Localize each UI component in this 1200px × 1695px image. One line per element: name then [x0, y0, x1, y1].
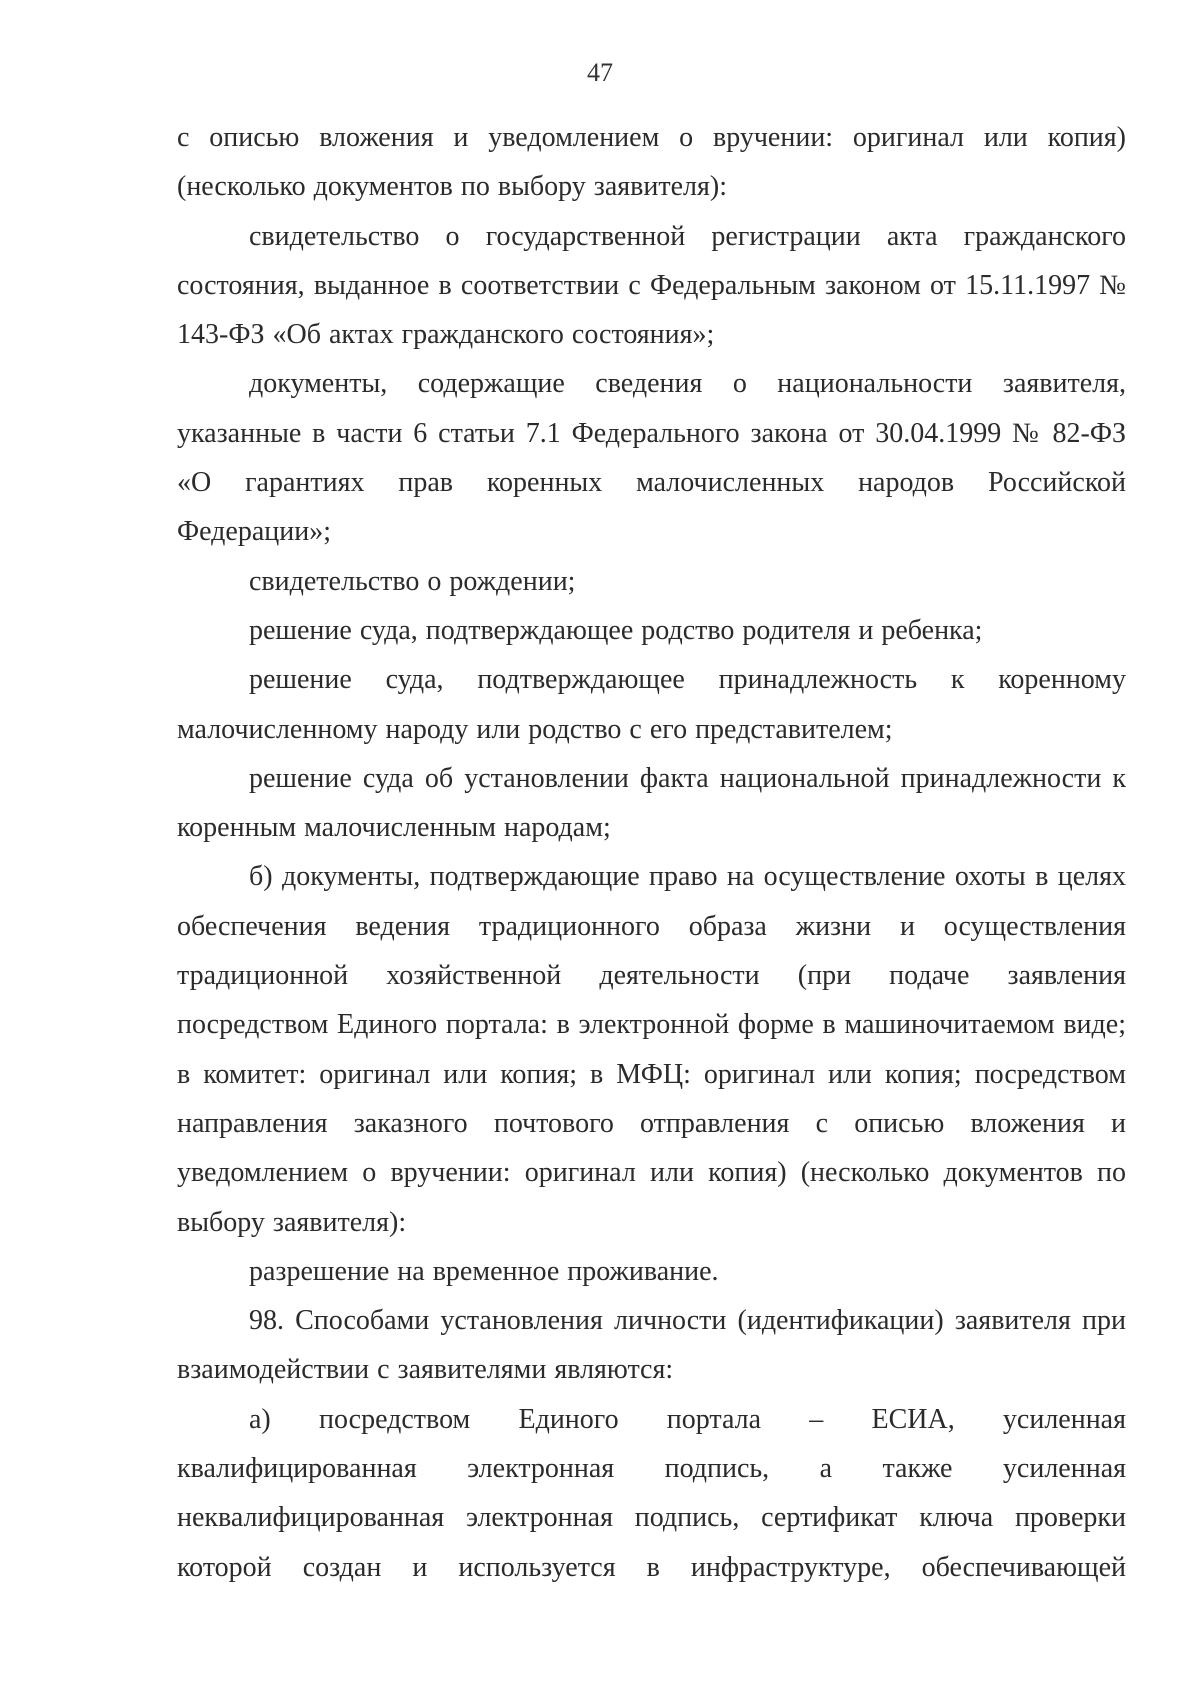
paragraph: свидетельство о государственной регистрации акта гражданского состояния, выданное в соответствии с Федеральным законом от 15.11.1997 № 143-ФЗ «Об актах гражданского состояния»; [177, 220, 1126, 351]
paragraph: свидетельство о рождении; [249, 565, 576, 597]
paragraph: решение суда, подтверждающее принадлежность к коренному малочисленному народу или родство с его представителем; [177, 664, 1126, 745]
paragraph: 98. Способами установления личности (идентификации) заявителя при взаимодействии с заявителями являются: [177, 1305, 1126, 1386]
document-body [177, 113, 1126, 1592]
paragraph: а) посредством Единого портала – ЕСИА, усиленная квалифицированная электронная подпись, а также усиленная неквалифицированная электронная подпись, сертификат ключа проверки которой создан и используется в инфраструктуре, обеспечивающей [177, 1403, 1126, 1583]
paragraph: с описью вложения и уведомлением о вручении: оригинал или копия) (несколько документов по выбору заявителя): [177, 122, 1126, 203]
page-number: 47 [587, 58, 613, 87]
paragraph: документы, содержащие сведения о национальности заявителя, указанные в части 6 статьи 7.1 Федерального закона от 30.04.1999 № 82-ФЗ «О гарантиях прав коренных малочисленных народов Российской Федерации»; [177, 368, 1126, 548]
paragraph: решение суда об установлении факта национальной принадлежности к коренным малочисленным народам; [177, 762, 1126, 844]
paragraph: б) документы, подтверждающие право на осуществление охоты в целях обеспечения ведения традиционного образа жизни и осуществления традиционной хозяйственной деятельности (при подаче заявления посредством Единого портала: в электронной форме в машиночитаемом виде; в комитет: оригинал или копия; в МФЦ: оригинал или копия; посредством направления заказного почтового отправления с описью вложения и уведомлением о вручении: оригинал или копия) (несколько документов по выбору заявителя): [177, 861, 1126, 1238]
paragraph: решение суда, подтверждающее родство родителя и ребенка; [249, 614, 983, 646]
paragraph: разрешение на временное проживание. [249, 1255, 719, 1287]
